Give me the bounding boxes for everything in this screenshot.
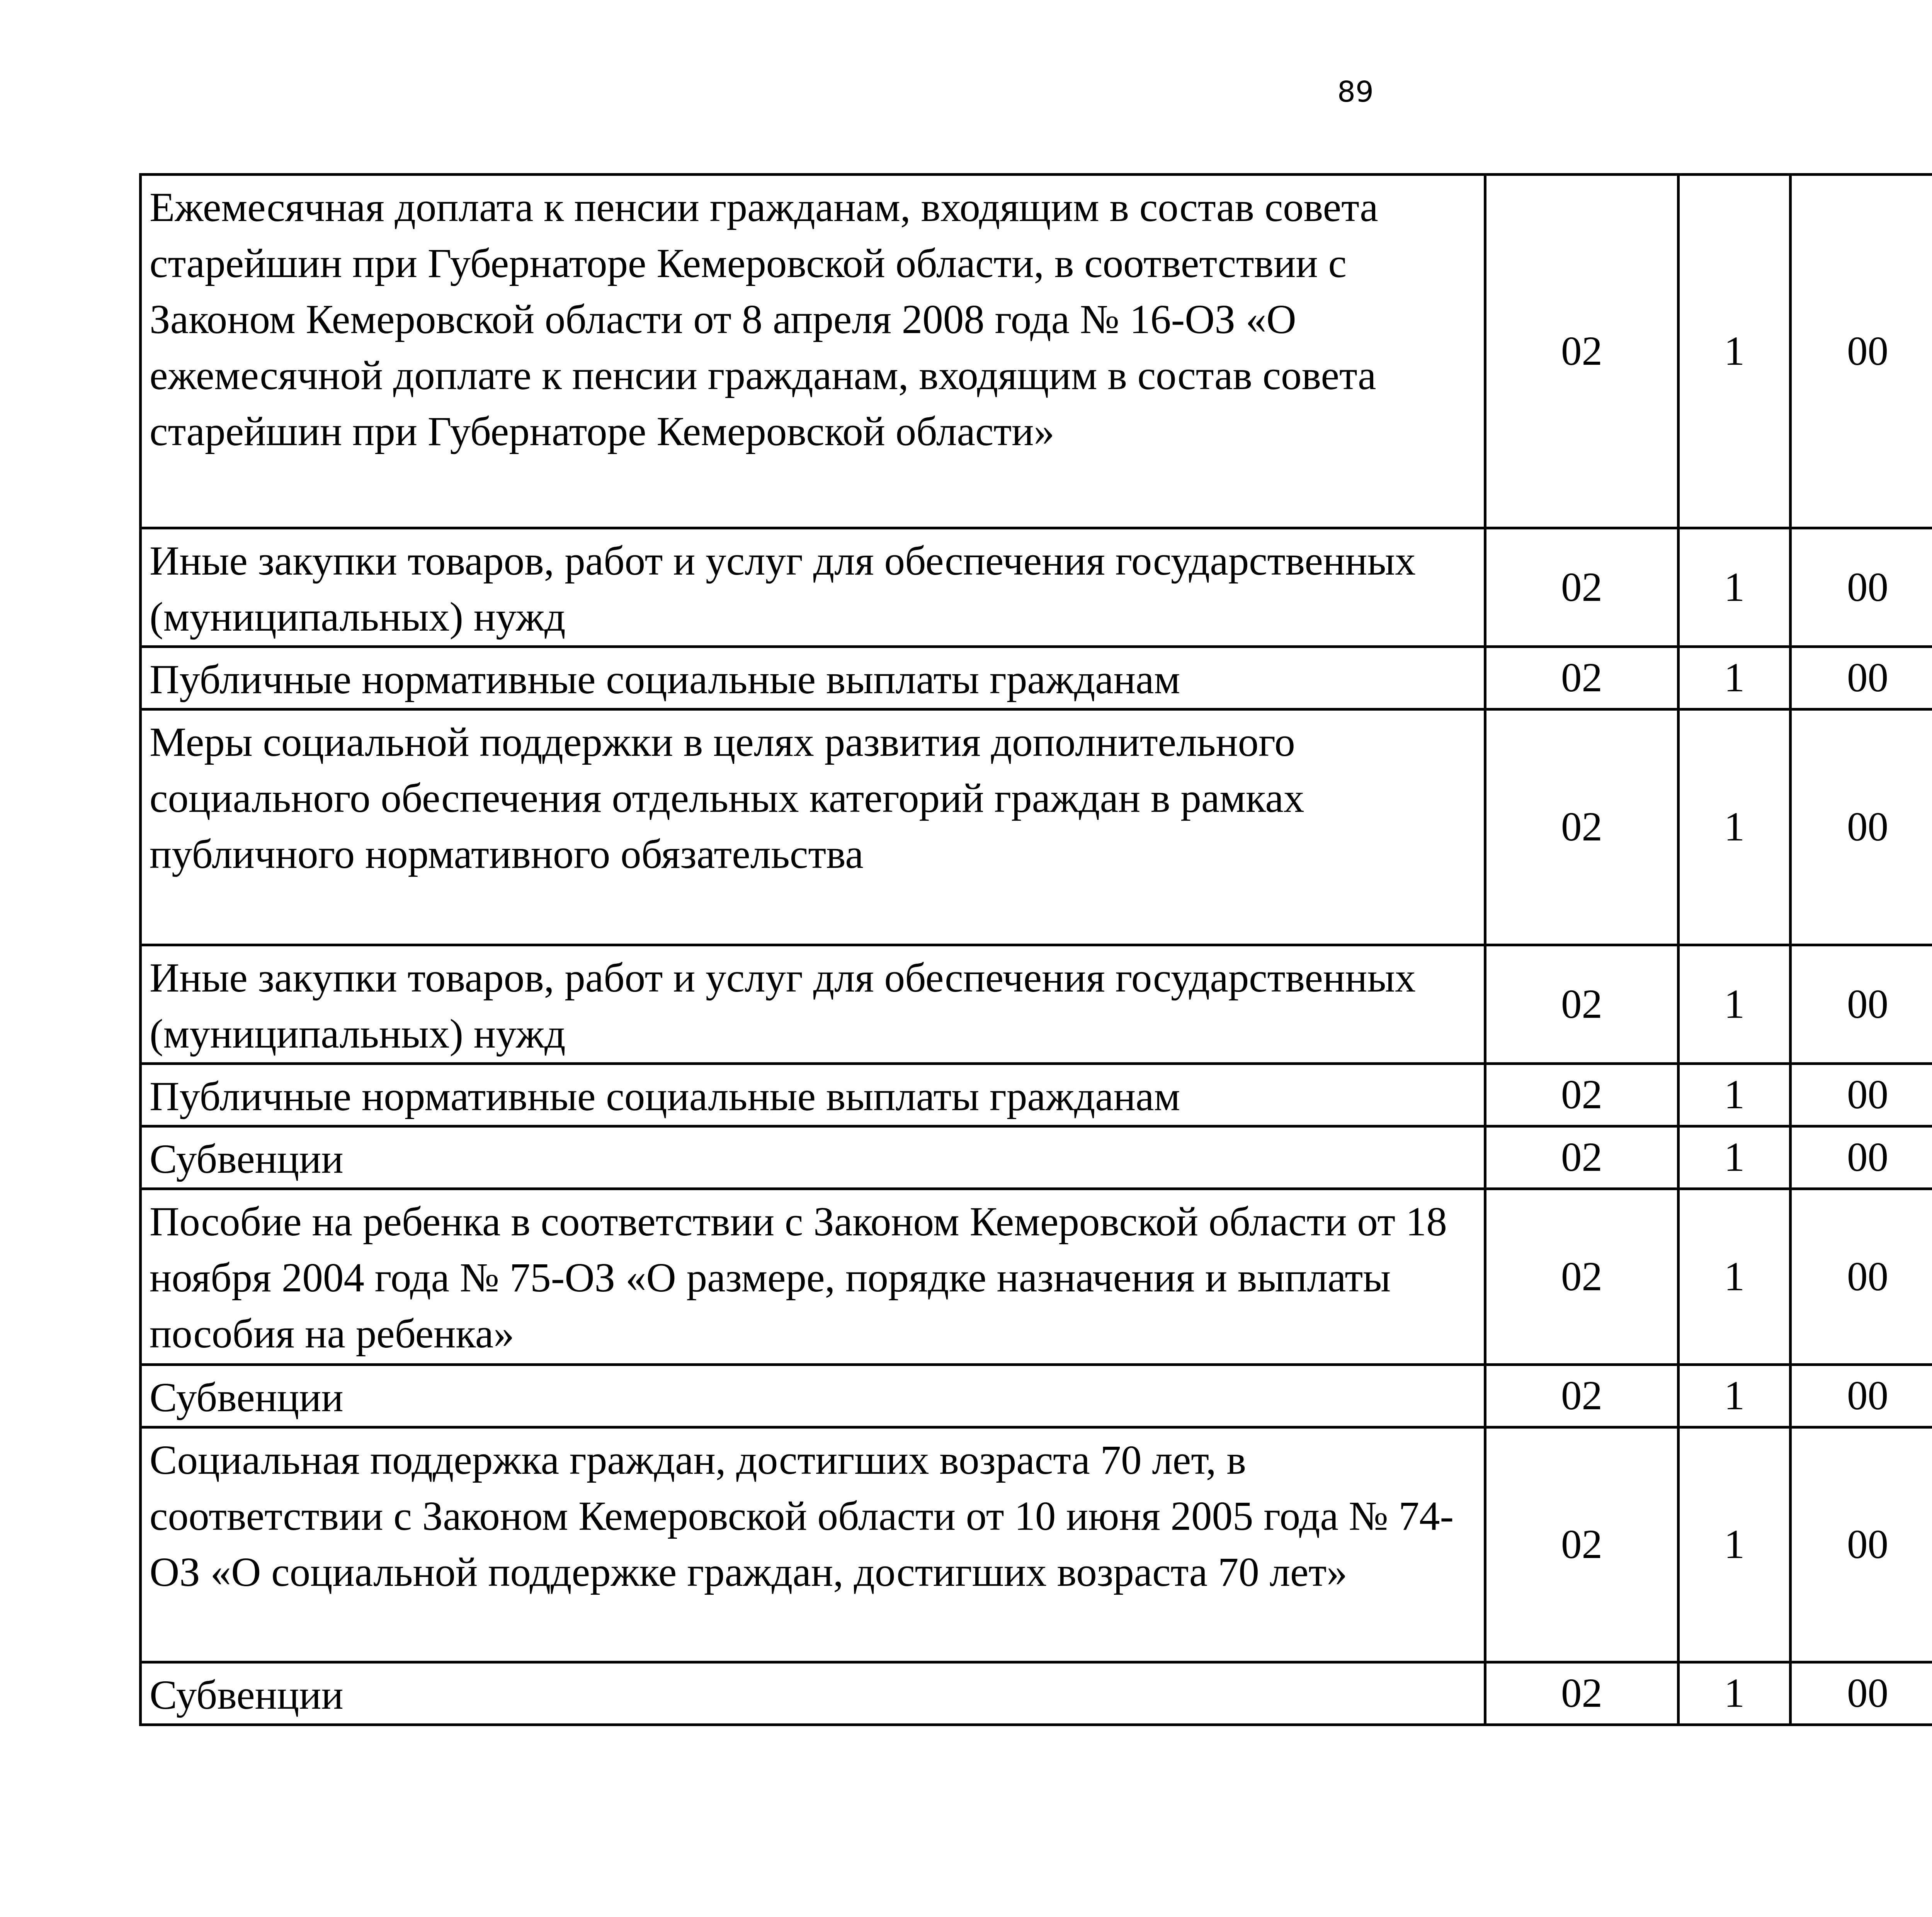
table-row (141, 1189, 1932, 1365)
budget-table (139, 173, 1932, 1726)
subprogram-code: 00 (1791, 1662, 1932, 1725)
row-name: Иные закупки товаров, работ и услуг для обеспечения государственных (муниципальных) нужд (141, 528, 1485, 647)
program-code: 1 (1679, 1662, 1791, 1725)
page-number: 89 (1337, 75, 1374, 109)
row-name: Меры социальной поддержки в целях развития дополнительного социального обеспечения отдельных категорий граждан в рамках публичного нормативного обязательства (141, 709, 1485, 945)
section-code: 02 (1485, 945, 1679, 1064)
program-code: 1 (1679, 1365, 1791, 1427)
subprogram-code: 00 (1791, 1427, 1932, 1662)
section-code: 02 (1485, 1662, 1679, 1725)
table-row (141, 528, 1932, 647)
table-row (141, 175, 1932, 528)
program-code: 1 (1679, 1427, 1791, 1662)
table-row (141, 709, 1932, 945)
section-code: 02 (1485, 1427, 1679, 1662)
table-row (141, 945, 1932, 1064)
table-row (141, 1126, 1932, 1189)
subprogram-code: 00 (1791, 528, 1932, 647)
section-code: 02 (1485, 647, 1679, 709)
row-name: Пособие на ребенка в соответствии с Законом Кемеровской области от 18 ноября 2004 года № 75-ОЗ «О размере, порядке назначения и выплаты пособия на ребенка» (141, 1189, 1485, 1365)
table-row (141, 1427, 1932, 1662)
subprogram-code: 00 (1791, 1064, 1932, 1126)
table-row (141, 1365, 1932, 1427)
row-name: Ежемесячная доплата к пенсии гражданам, входящим в состав совета старейшин при Губернаторе Кемеровской области, в соответствии с Законом Кемеровской области от 8 апреля 2008 года № 16-ОЗ «О ежемесячной доплате к пенсии гражданам, входящим в состав совета старейшин при Губернаторе Кемеровской области» (141, 175, 1485, 528)
program-code: 1 (1679, 709, 1791, 945)
table-row (141, 1064, 1932, 1126)
section-code: 02 (1485, 1189, 1679, 1365)
section-code: 02 (1485, 1064, 1679, 1126)
subprogram-code: 00 (1791, 175, 1932, 528)
row-name: Публичные нормативные социальные выплаты гражданам (141, 1064, 1485, 1126)
row-name: Иные закупки товаров, работ и услуг для обеспечения государственных (муниципальных) нужд (141, 945, 1485, 1064)
section-code: 02 (1485, 709, 1679, 945)
subprogram-code: 00 (1791, 945, 1932, 1064)
table-row (141, 1662, 1932, 1725)
subprogram-code: 00 (1791, 1365, 1932, 1427)
program-code: 1 (1679, 945, 1791, 1064)
row-name: Субвенции (141, 1365, 1485, 1427)
row-name: Социальная поддержка граждан, достигших возраста 70 лет, в соответствии с Законом Кемеровской области от 10 июня 2005 года № 74-ОЗ «О социальной поддержке граждан, достигших возраста 70 лет» (141, 1427, 1485, 1662)
subprogram-code: 00 (1791, 1126, 1932, 1189)
subprogram-code: 00 (1791, 1189, 1932, 1365)
program-code: 1 (1679, 528, 1791, 647)
subprogram-code: 00 (1791, 709, 1932, 945)
section-code: 02 (1485, 528, 1679, 647)
row-name: Субвенции (141, 1662, 1485, 1725)
section-code: 02 (1485, 1365, 1679, 1427)
program-code: 1 (1679, 1189, 1791, 1365)
program-code: 1 (1679, 647, 1791, 709)
program-code: 1 (1679, 175, 1791, 528)
section-code: 02 (1485, 175, 1679, 528)
row-name: Субвенции (141, 1126, 1485, 1189)
subprogram-code: 00 (1791, 647, 1932, 709)
program-code: 1 (1679, 1064, 1791, 1126)
table-row (141, 647, 1932, 709)
row-name: Публичные нормативные социальные выплаты гражданам (141, 647, 1485, 709)
section-code: 02 (1485, 1126, 1679, 1189)
program-code: 1 (1679, 1126, 1791, 1189)
